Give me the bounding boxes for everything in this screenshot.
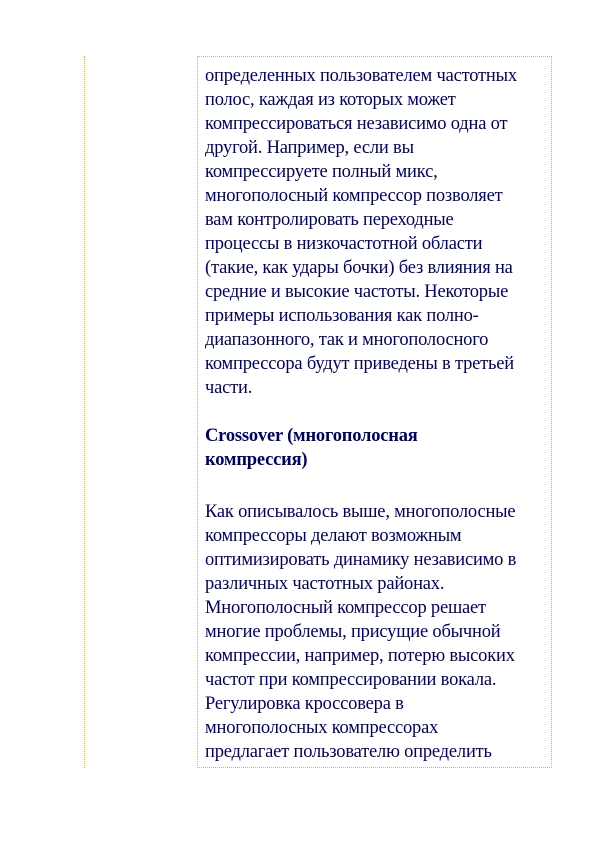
paragraph-2 [205, 500, 555, 764]
paragraph-line: компрессии, например, потерю высоких [205, 646, 515, 666]
paragraph-line: диапазонного, так и многополосного [205, 330, 489, 350]
paragraph-line: многополосный компрессор позволяет [205, 186, 503, 206]
paragraph-line: частот при компрессировании вокала. [205, 670, 497, 690]
left-margin-rule [84, 56, 85, 768]
paragraph-line: многополосных компрессорах [205, 718, 439, 738]
paragraph-line: средние и высокие частоты. Некоторые [205, 282, 509, 302]
paragraph-line: Многополосный компрессор решает [205, 598, 486, 618]
paragraph-line: (такие, как удары бочки) без влияния на [205, 258, 513, 278]
paragraph-line: определенных пользователем частотных [205, 66, 517, 86]
paragraph-line: различных частотных районах. [205, 574, 445, 594]
paragraph-line: компрессора будут приведены в третьей [205, 354, 514, 374]
section-heading [205, 424, 555, 472]
paragraph-line: предлагает пользователю определить [205, 742, 492, 762]
paragraph-line: многие проблемы, присущие обычной [205, 622, 501, 642]
paragraph-line: компрессироваться независимо одна от [205, 114, 508, 134]
paragraph-line: другой. Например, если вы [205, 138, 414, 158]
paragraph-line: компрессоры делают возможным [205, 526, 462, 546]
paragraph-line: компрессируете полный микс, [205, 162, 438, 182]
paragraph-line: Как описывалось выше, многополосные [205, 502, 516, 522]
paragraph-line: оптимизировать динамику независимо в [205, 550, 517, 570]
paragraph-line: Регулировка кроссовера в [205, 694, 404, 714]
heading-line: компрессия) [205, 450, 308, 470]
paragraph-line: процессы в низкочастотной области [205, 234, 483, 254]
heading-line: Crossover (многополосная [205, 426, 418, 446]
paragraph-line: вам контролировать переходные [205, 210, 454, 230]
paragraph-1 [205, 64, 555, 400]
paragraph-line: полос, каждая из которых может [205, 90, 456, 110]
paragraph-line: примеры использования как полно- [205, 306, 479, 326]
paragraph-line: части. [205, 378, 253, 398]
